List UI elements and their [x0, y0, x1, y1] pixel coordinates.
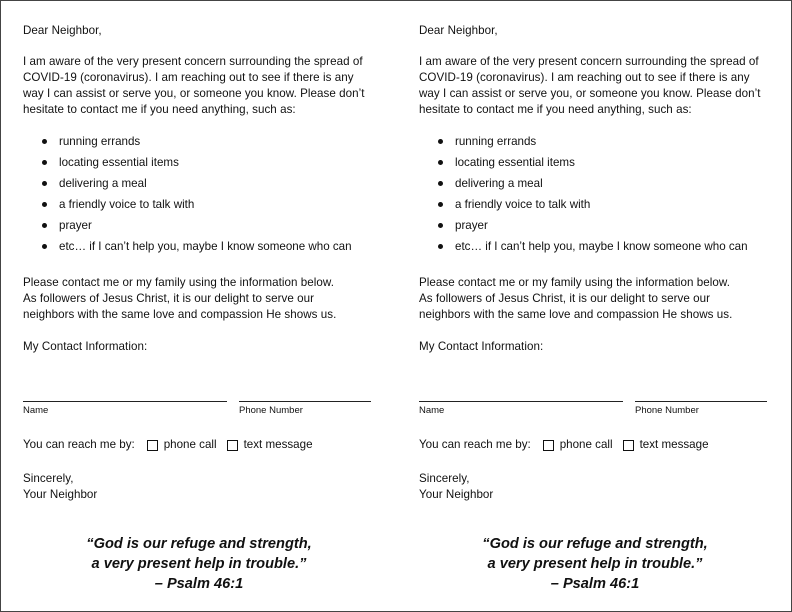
- phone-call-option: phone call: [163, 438, 217, 451]
- list-item: [23, 239, 352, 260]
- phone-field-line[interactable]: [635, 401, 767, 402]
- bullet-icon: [438, 223, 443, 228]
- list-item-text: delivering a meal: [455, 177, 543, 190]
- list-item: [23, 155, 352, 176]
- list-item: [419, 239, 748, 260]
- list-item-text: prayer: [455, 219, 488, 232]
- name-label: Name: [23, 405, 49, 416]
- closing-line: neighbors with the same love and compassion He shows us.: [419, 308, 733, 321]
- list-item: [23, 176, 352, 197]
- list-item: [419, 155, 748, 176]
- intro-line: way I can assist or serve you, or someone you know. Please don’t: [419, 87, 761, 100]
- phone-call-option: phone call: [559, 438, 613, 451]
- phone-label: Phone Number: [635, 405, 699, 416]
- name-label: Name: [419, 405, 445, 416]
- list-item: [419, 218, 748, 239]
- quote-line: a very present help in trouble.”: [487, 556, 703, 572]
- closing-line: Please contact me or my family using the information below.: [419, 276, 730, 289]
- sign-off: Sincerely,: [23, 472, 74, 485]
- list-item: [419, 134, 748, 155]
- list-item-text: a friendly voice to talk with: [59, 198, 195, 211]
- intro-line: I am aware of the very present concern surrounding the spread of: [419, 55, 759, 68]
- bullet-icon: [42, 244, 47, 249]
- list-item-text: etc… if I can’t help you, maybe I know someone who can: [59, 240, 352, 253]
- sign-off-block: [23, 471, 97, 503]
- text-message-option: text message: [243, 438, 313, 451]
- bullet-icon: [42, 139, 47, 144]
- list-item-text: delivering a meal: [59, 177, 147, 190]
- text-message-checkbox[interactable]: [623, 440, 634, 451]
- list-item: [419, 197, 748, 218]
- quote-reference: – Psalm 46:1: [550, 576, 640, 592]
- bullet-icon: [42, 160, 47, 165]
- signature: Your Neighbor: [23, 488, 98, 501]
- contact-heading: My Contact Information:: [419, 340, 544, 353]
- list-item: [23, 218, 352, 239]
- bullet-icon: [438, 139, 443, 144]
- quote-line: a very present help in trouble.”: [91, 556, 307, 572]
- intro-line: way I can assist or serve you, or someone you know. Please don’t: [23, 87, 365, 100]
- text-message-option: text message: [639, 438, 709, 451]
- reach-row: [419, 437, 709, 453]
- quote-reference: – Psalm 46:1: [154, 576, 244, 592]
- reach-label: You can reach me by:: [419, 438, 531, 451]
- quote-line: “God is our refuge and strength,: [86, 536, 312, 552]
- help-list: [419, 134, 748, 260]
- phone-call-checkbox[interactable]: [543, 440, 554, 451]
- reach-label: You can reach me by:: [23, 438, 135, 451]
- intro-line: hesitate to contact me if you need anything, such as:: [23, 103, 296, 116]
- signature: Your Neighbor: [419, 488, 494, 501]
- intro-paragraph: [419, 54, 781, 118]
- intro-line: COVID-19 (coronavirus). I am reaching out to see if there is any: [23, 71, 354, 84]
- intro-line: I am aware of the very present concern surrounding the spread of: [23, 55, 363, 68]
- bullet-icon: [42, 181, 47, 186]
- phone-call-checkbox[interactable]: [147, 440, 158, 451]
- intro-line: COVID-19 (coronavirus). I am reaching out to see if there is any: [419, 71, 750, 84]
- bullet-icon: [42, 223, 47, 228]
- closing-paragraph: [23, 275, 385, 323]
- list-item-text: a friendly voice to talk with: [455, 198, 591, 211]
- list-item: [23, 197, 352, 218]
- list-item-text: locating essential items: [59, 156, 179, 169]
- bullet-icon: [438, 181, 443, 186]
- letter-card-left: [1, 1, 397, 611]
- list-item-text: etc… if I can’t help you, maybe I know someone who can: [455, 240, 748, 253]
- bullet-icon: [438, 160, 443, 165]
- bullet-icon: [438, 202, 443, 207]
- list-item: [419, 176, 748, 197]
- list-item-text: running errands: [59, 135, 141, 148]
- help-list: [23, 134, 352, 260]
- intro-paragraph: [23, 54, 385, 118]
- sign-off-block: [419, 471, 493, 503]
- bullet-icon: [42, 202, 47, 207]
- greeting: Dear Neighbor,: [23, 24, 102, 37]
- contact-heading: My Contact Information:: [23, 340, 148, 353]
- scripture-quote: [1, 534, 397, 594]
- list-item: [23, 134, 352, 155]
- list-item-text: running errands: [455, 135, 537, 148]
- closing-line: Please contact me or my family using the information below.: [23, 276, 334, 289]
- sign-off: Sincerely,: [419, 472, 470, 485]
- reach-row: [23, 437, 313, 453]
- phone-label: Phone Number: [239, 405, 303, 416]
- bullet-icon: [438, 244, 443, 249]
- name-field-line[interactable]: [23, 401, 227, 402]
- phone-field-line[interactable]: [239, 401, 371, 402]
- scripture-quote: [397, 534, 792, 594]
- text-message-checkbox[interactable]: [227, 440, 238, 451]
- name-field-line[interactable]: [419, 401, 623, 402]
- intro-line: hesitate to contact me if you need anything, such as:: [419, 103, 692, 116]
- closing-line: neighbors with the same love and compassion He shows us.: [23, 308, 337, 321]
- closing-line: As followers of Jesus Christ, it is our delight to serve our: [419, 292, 711, 305]
- list-item-text: locating essential items: [455, 156, 575, 169]
- closing-line: As followers of Jesus Christ, it is our delight to serve our: [23, 292, 315, 305]
- greeting: Dear Neighbor,: [419, 24, 498, 37]
- list-item-text: prayer: [59, 219, 92, 232]
- letter-card-right: [397, 1, 792, 611]
- quote-line: “God is our refuge and strength,: [482, 536, 708, 552]
- closing-paragraph: [419, 275, 781, 323]
